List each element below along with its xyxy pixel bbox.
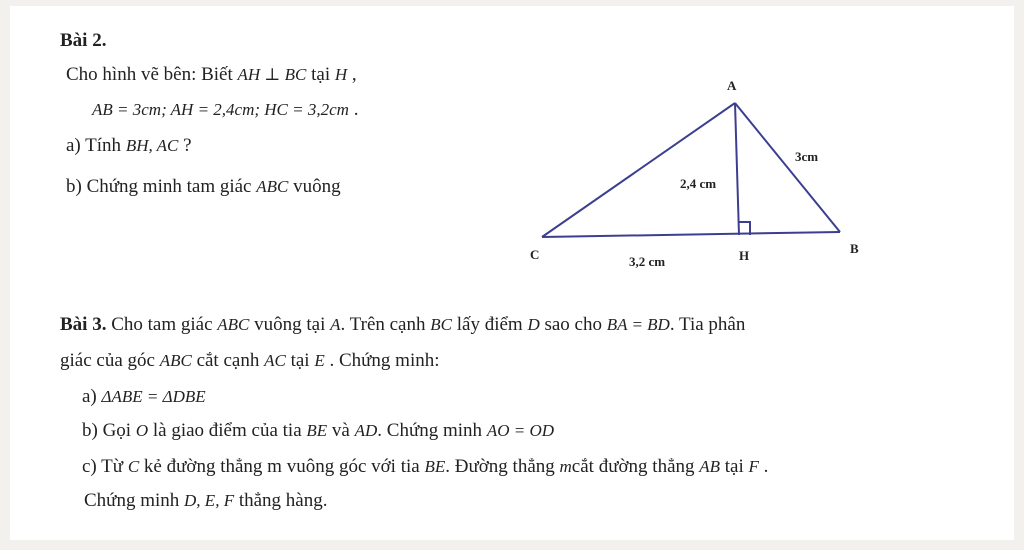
exercise-3-paragraph-2	[60, 350, 440, 372]
text: giác của góc	[60, 350, 160, 371]
math-ad: AD	[354, 421, 378, 440]
math-c: C	[127, 457, 140, 476]
text: cắt đường thẳng	[571, 456, 700, 477]
exercise-2-given	[92, 99, 358, 121]
text: lấy điểm	[451, 314, 528, 335]
text: . Đường thẳng	[445, 456, 560, 477]
math-be: BE	[424, 457, 446, 476]
exercise-3-part-c	[82, 456, 768, 478]
exercise-2-part-b	[66, 176, 341, 198]
text: . Tia phân	[669, 314, 746, 335]
exercise-2-title: Bài 2.	[60, 30, 107, 51]
part-b-end: vuông	[288, 176, 341, 197]
math-def: D, E, F	[184, 491, 235, 510]
math-ba-bd: BA = BD	[606, 315, 670, 334]
exercise-2-part-a	[66, 135, 192, 157]
exercise-2-intro	[66, 64, 357, 86]
math-ah-perp-bc: AH ⊥ BC	[237, 65, 307, 84]
exercise-3-part-c-conclusion	[84, 490, 327, 512]
length-label-ah: 2,4 cm	[680, 176, 717, 191]
triangle-lines	[542, 103, 840, 237]
text: sao cho	[539, 314, 607, 335]
side-ac	[542, 103, 735, 237]
vertex-label-c: C	[530, 247, 540, 262]
text: thẳng hàng.	[234, 490, 328, 511]
given-end: .	[348, 99, 359, 120]
side-cb	[542, 232, 840, 237]
math-ac: AC	[264, 351, 286, 370]
math-given-lengths: AB = 3cm; AH = 2,4cm; HC = 3,2cm	[92, 100, 349, 119]
math-ao-od: AO = OD	[486, 421, 554, 440]
math-ab: AB	[699, 457, 721, 476]
length-label-ab: 3cm	[795, 149, 819, 164]
math-h: H	[334, 65, 348, 84]
math-e: E	[314, 351, 325, 370]
text: . Chứng minh	[377, 420, 487, 441]
vertex-label-a: A	[727, 78, 737, 93]
text: c) Từ	[82, 456, 128, 477]
text: Chứng minh	[84, 490, 185, 511]
text: kẻ đường thẳng m vuông góc với tia	[139, 456, 425, 477]
intro-text-mid: tại	[306, 64, 335, 85]
part-b-text: b) Chứng minh tam giác	[66, 176, 257, 197]
text: . Chứng minh:	[324, 350, 440, 371]
math-abc: ABC	[159, 351, 192, 370]
text: . Trên cạnh	[340, 314, 431, 335]
text: vuông tại	[249, 314, 331, 335]
math-be: BE	[306, 421, 328, 440]
text: cắt cạnh	[191, 350, 265, 371]
triangle-figure	[520, 70, 880, 280]
text: b) Gọi	[82, 420, 136, 441]
math-m: m	[559, 457, 572, 476]
math-f: F	[748, 457, 759, 476]
math-d: D	[527, 315, 540, 334]
math-congruent-triangles: ΔABE = ΔDBE	[101, 387, 206, 406]
exercise-3-paragraph-1	[60, 314, 745, 336]
exercise-3-part-a	[82, 386, 206, 408]
part-a-text: a) Tính	[66, 135, 126, 156]
math-bh-ac: BH, AC	[125, 136, 179, 155]
altitude-ah	[735, 103, 739, 235]
math-abc: ABC	[256, 177, 289, 196]
text: a)	[82, 386, 102, 407]
vertex-label-b: B	[850, 241, 859, 256]
length-label-ch: 3,2 cm	[629, 254, 666, 269]
math-o: O	[135, 421, 149, 440]
exercise-3-part-b	[82, 420, 554, 442]
text: .	[758, 456, 769, 477]
side-ab	[735, 103, 840, 232]
text: Cho tam giác	[106, 314, 218, 335]
text: tại	[720, 456, 749, 477]
intro-text-end: ,	[347, 64, 357, 85]
text: tại	[285, 350, 315, 371]
vertex-label-h: H	[739, 248, 750, 263]
part-a-end: ?	[178, 135, 192, 156]
math-bc: BC	[430, 315, 452, 334]
exercise-3-title: Bài 3.	[60, 314, 107, 335]
math-a: A	[330, 315, 341, 334]
text: là giao điểm của tia	[148, 420, 307, 441]
text: và	[327, 420, 355, 441]
intro-text: Cho hình vẽ bên: Biết	[66, 64, 238, 85]
math-abc: ABC	[217, 315, 250, 334]
